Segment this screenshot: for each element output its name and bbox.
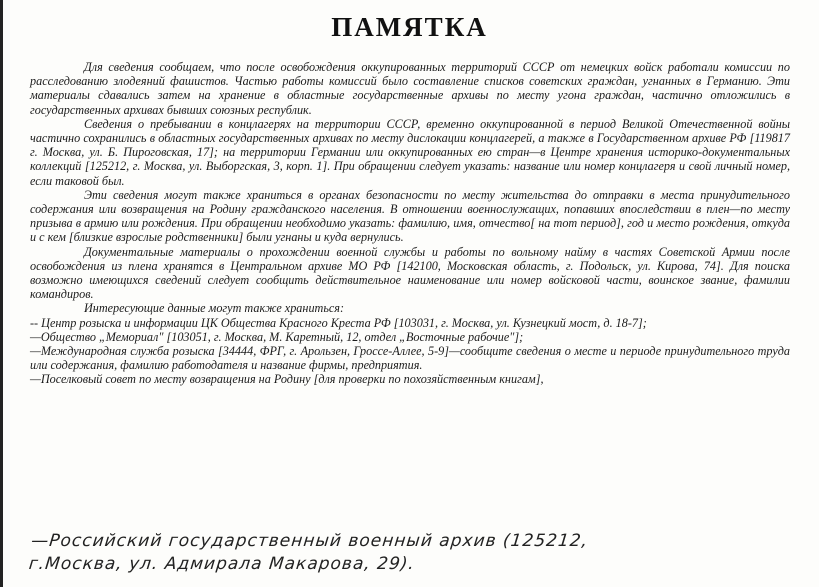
list-item: —Поселковый совет по месту возвращения на Родину [для проверки по похозяйственным книгам], xyxy=(30,372,544,387)
handwritten-line-2: г.Москва, ул. Адмирала Макарова, 29). xyxy=(27,554,416,574)
document-body xyxy=(30,60,790,387)
paragraph-5: Интересующие данные могут также храниться: xyxy=(84,301,345,316)
handwritten-line-1: —Российский государственный военный архив (125212, xyxy=(30,531,590,551)
list-item: —Международная служба розыска [34444, ФРГ, г. Арользен, Гроссе-Аллее, 5-9]—сообщите сведения о месте и периоде принудительного труда или содержания, фамилию работодателя и название фирмы, предприятия. xyxy=(30,344,790,373)
list-item: -- Центр розыска и информации ЦК Общества Красного Креста РФ [103031, г. Москва, ул. Кузнецкий мост, д. 18-7]; xyxy=(30,315,647,330)
list-item: —Общество „Мемориал" [103051, г. Москва, М. Каретный, 12, отдел „Восточные рабочие"]; xyxy=(30,329,524,344)
handwritten-note xyxy=(28,530,803,576)
scan-edge xyxy=(0,0,3,587)
paragraph-4: Документальные материалы о прохождении военной службы и работы по вольному найму в частях Советской Армии после освобождения из плена хранятся в Центральном архиве МО РФ [142100, Московская область, г. Подольск, ул. Кирова, 74]. Для поиска возможно имеющихся сведений следует сообщить действительное наименование или номер войсковой части, воинское звание, фамилии командиров. xyxy=(30,244,790,302)
paragraph-2: Сведения о пребывании в концлагерях на территории СССР, временно оккупированной в период Великой Отечественной войны частично сохранились в областных государственных архивах по месту дислокации концлагерей, а также в Государственном архиве РФ [119817 г. Москва, ул. Б. Пироговская, 17]; на территории Германии или оккупированных ею стран—в Центре хранения историко-документальных коллекций [125212, г. Москва, ул. Выборгская, 3, корп. 1]. При обращении следует указать: название или номер концлагеря и свой личный номер, если таковой был. xyxy=(30,116,790,188)
page-title: ПАМЯТКА xyxy=(331,12,488,42)
paragraph-1: Для сведения сообщаем, что после освобождения оккупированных территорий СССР от немецких войск работали комиссии по расследованию злодеяний фашистов. Частью работы комиссий было составление списков советских граждан, угнанных в Германию. Эти материалы сдавались затем на хранение в областные государственные архивы по месту угона граждан, частично отложились в государственных архивах бывших союзных республик. xyxy=(30,60,790,117)
paragraph-3: Эти сведения могут также храниться в органах безопасности по месту жительства до отправки в места принудительного содержания или возвращения на Родину гражданского населения. В отношении военнослужащих, попавших впоследствии в плен—по месту призыва в армию или рождения. При обращении необходимо указать: фамилию, имя, отчество[ на тот период], год и место рождения, откуда и с кем [близкие взрослые родственники] были угнаны и куда вернулись. xyxy=(30,187,790,245)
